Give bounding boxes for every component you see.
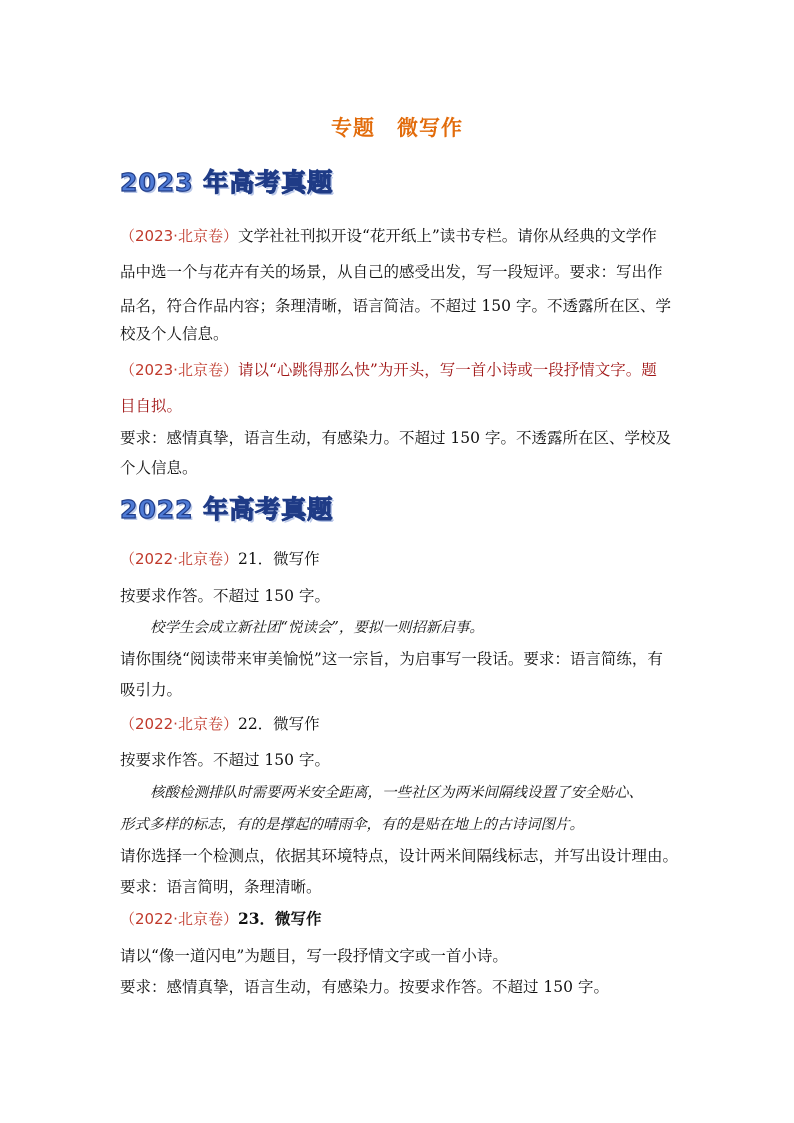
question-1-line-2: 品中选一个与花卉有关的场景，从自己的感受出发，写一段短评。要求：写出作 (120, 263, 663, 281)
question-2-line-3: 要求：感情真挚，语言生动，有感染力。不超过 150 字。不透露所在区、学校及 (120, 429, 671, 447)
question-5-line-3: 要求：感情真挚，语言生动，有感染力。按要求作答。不超过 150 字。 (120, 978, 609, 996)
question-3-material: 校学生会成立新社团“悦读会”，要拟一则招新启事。 (150, 620, 484, 636)
question-1-line-4: 校及个人信息。 (120, 325, 229, 343)
question-label: 22．微写作 (237, 715, 320, 733)
question-4-material-2: 形式多样的标志，有的是撑起的晴雨伞，有的是贴在地上的古诗词图片。 (120, 817, 584, 833)
question-label: 23．微写作 (237, 909, 322, 928)
question-4-line-4: 要求：语言简明，条理清晰。 (120, 878, 322, 896)
question-source: （2023·北京卷） (120, 227, 238, 245)
question-source: （2022·北京卷） (120, 550, 238, 568)
question-label: 21．微写作 (237, 550, 320, 568)
question-4-line-3: 请你选择一个检测点，依据其环境特点，设计两米间隔线标志，并写出设计理由。 (120, 847, 679, 865)
question-3-line-3: 请你围绕“阅读带来审美愉悦”这一宗旨，为启事写一段话。要求：语言简练，有 (120, 650, 663, 668)
page-title-subject: 微写作 (397, 116, 463, 140)
section-heading-2022: 2022 年高考真题 (120, 495, 334, 524)
question-2-line-2: 目自拟。 (120, 397, 183, 415)
question-2-line-1 (120, 360, 657, 380)
question-source: （2022·北京卷） (120, 715, 238, 733)
question-1-line-3: 品名，符合作品内容；条理清晰，语言简洁。不超过 150 字。不透露所在区、学 (120, 297, 671, 315)
question-text: 请以“心跳得那么快”为开头，写一首小诗或一段抒情文字。题 (237, 361, 657, 379)
question-5-line-2: 请以“像一道闪电”为题目，写一段抒情文字或一首小诗。 (120, 947, 508, 965)
page-title (0, 112, 794, 142)
question-text: 文学社社刊拟开设“花开纸上”读书专栏。请你从经典的文学作 (237, 227, 657, 245)
question-1-line-1 (120, 226, 657, 246)
question-source: （2022·北京卷） (120, 910, 238, 928)
section-heading-2023: 2023 年高考真题 (120, 168, 334, 197)
question-source: （2023·北京卷） (120, 361, 238, 379)
question-4-line-2: 按要求作答。不超过 150 字。 (120, 751, 330, 769)
question-3-line-2: 按要求作答。不超过 150 字。 (120, 587, 330, 605)
question-4-material-1: 核酸检测排队时需要两米安全距离，一些社区为两米间隔线设置了安全贴心、 (150, 785, 643, 801)
page-title-topic: 专题 (331, 116, 375, 140)
question-2-line-4: 个人信息。 (120, 459, 198, 477)
question-5-line-1 (120, 909, 322, 929)
question-3-line-4: 吸引力。 (120, 681, 183, 699)
question-4-line-1 (120, 714, 320, 734)
question-3-line-1 (120, 549, 320, 569)
